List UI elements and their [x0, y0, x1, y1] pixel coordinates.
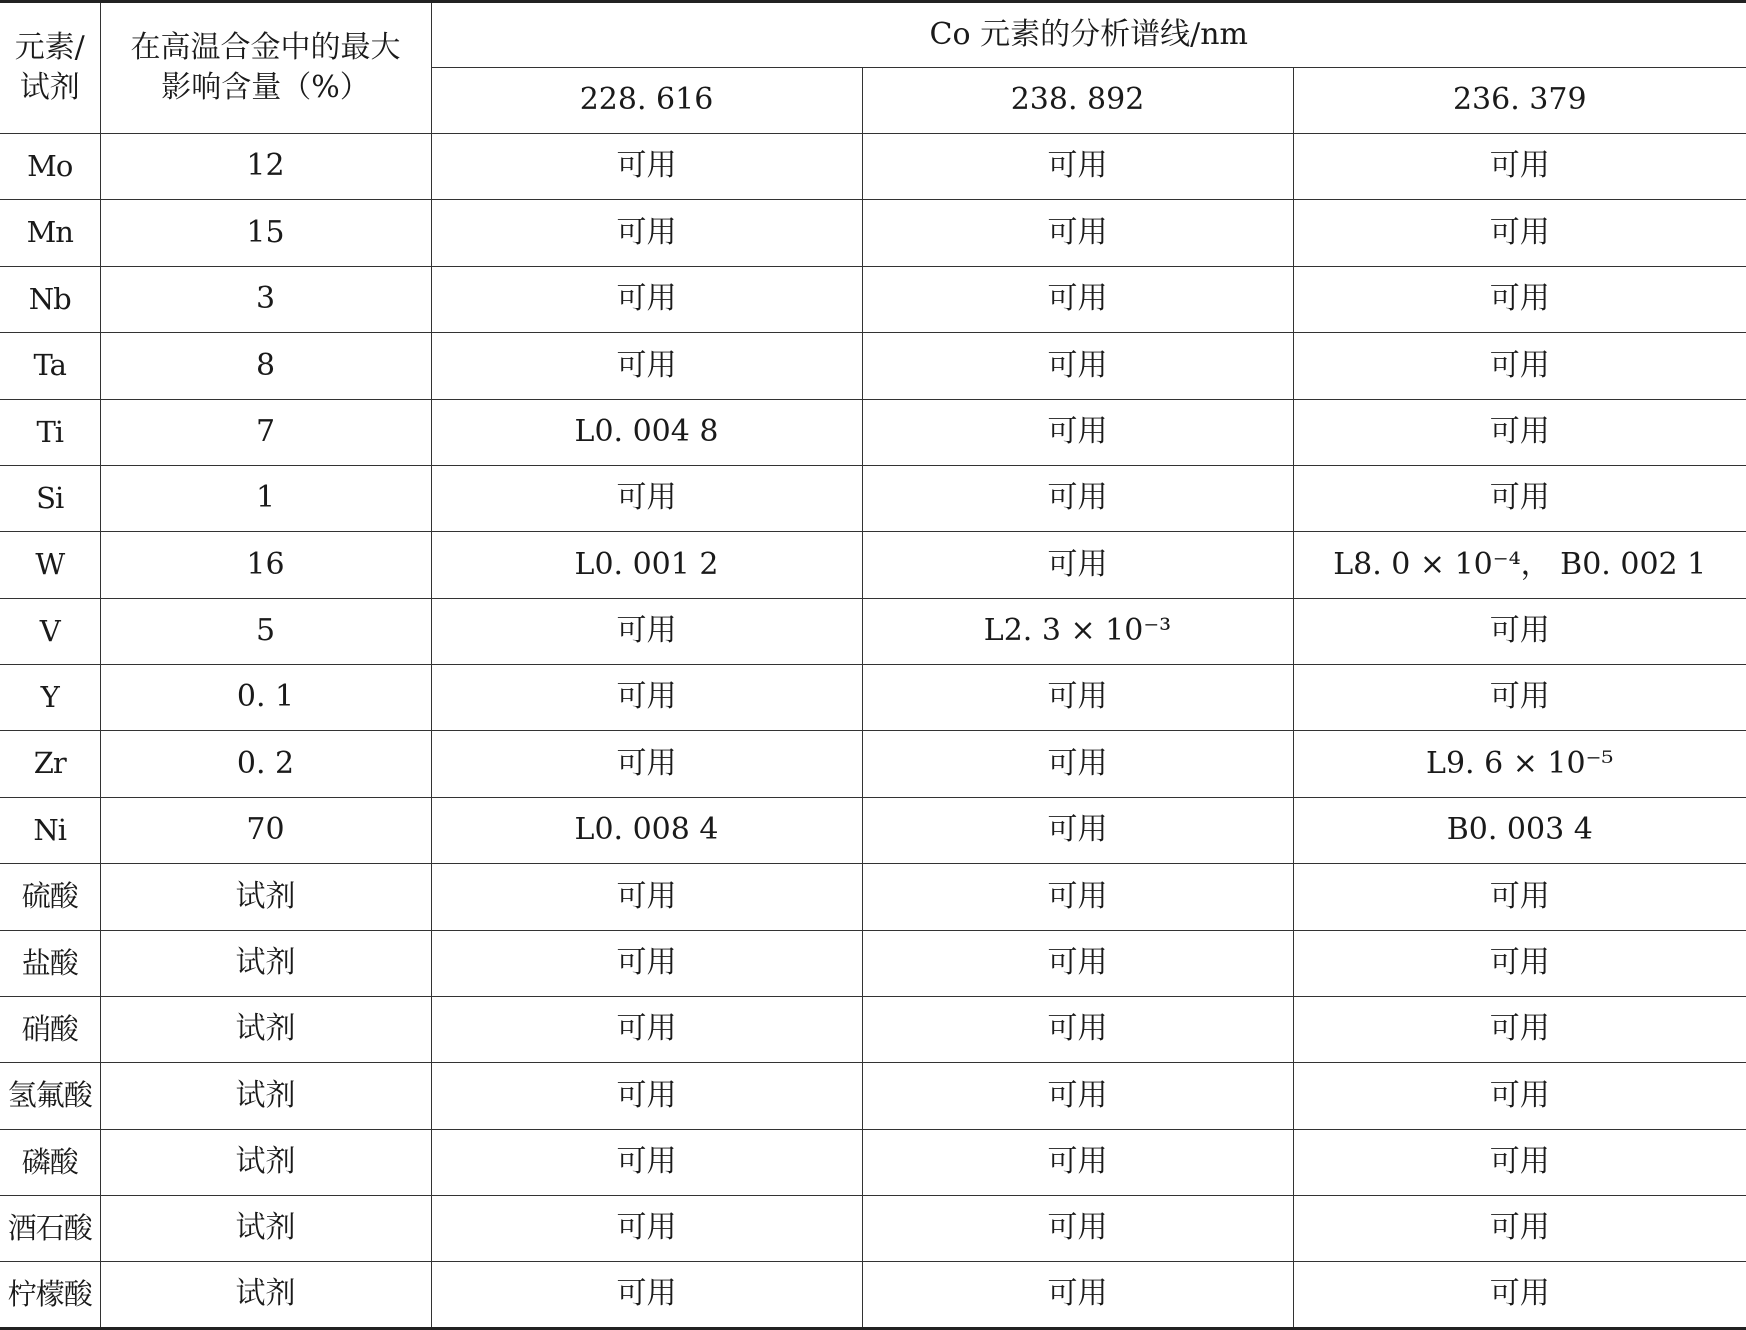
header-spectral-lines: Co 元素的分析谱线/nm: [431, 2, 1746, 68]
row-max-content: 5: [100, 598, 431, 664]
table-row: [0, 598, 1746, 664]
table-row: [0, 731, 1746, 797]
row-value-238: 可用: [862, 1063, 1293, 1129]
row-max-content: 15: [100, 200, 431, 266]
row-max-content: 试剂: [100, 996, 431, 1062]
table-row: [0, 266, 1746, 332]
row-value-236: B0. 003 4: [1293, 797, 1746, 863]
row-max-content: 3: [100, 266, 431, 332]
row-value-236: 可用: [1293, 1063, 1746, 1129]
table-row: [0, 797, 1746, 863]
table-row: [0, 930, 1746, 996]
row-value-236: 可用: [1293, 266, 1746, 332]
row-value-236: 可用: [1293, 399, 1746, 465]
table-row: [0, 134, 1746, 200]
row-value-236: 可用: [1293, 598, 1746, 664]
row-element-name: Y: [0, 665, 100, 731]
row-element-name: Ti: [0, 399, 100, 465]
table-row: [0, 1196, 1746, 1262]
row-value-228: L0. 004 8: [431, 399, 862, 465]
row-max-content: 1: [100, 465, 431, 531]
table-body: [0, 134, 1746, 1329]
row-max-content: 0. 1: [100, 665, 431, 731]
table-row: [0, 665, 1746, 731]
header-element-reagent: [0, 2, 100, 134]
table-header: [0, 2, 1746, 134]
row-value-228: 可用: [431, 665, 862, 731]
header-row-1: [0, 2, 1746, 68]
row-value-228: 可用: [431, 134, 862, 200]
row-value-228: L0. 008 4: [431, 797, 862, 863]
table-row: [0, 200, 1746, 266]
row-element-name: 酒石酸: [0, 1196, 100, 1262]
row-value-236: 可用: [1293, 200, 1746, 266]
row-element-name: 柠檬酸: [0, 1262, 100, 1329]
row-value-228: 可用: [431, 1196, 862, 1262]
row-max-content: 试剂: [100, 1196, 431, 1262]
table-row: [0, 399, 1746, 465]
row-max-content: 8: [100, 333, 431, 399]
row-element-name: Mo: [0, 134, 100, 200]
row-value-236: 可用: [1293, 1196, 1746, 1262]
row-value-228: 可用: [431, 1262, 862, 1329]
row-element-name: 磷酸: [0, 1129, 100, 1195]
row-value-238: 可用: [862, 200, 1293, 266]
row-element-name: 硝酸: [0, 996, 100, 1062]
table-row: [0, 864, 1746, 930]
table-row: [0, 465, 1746, 531]
row-element-name: 盐酸: [0, 930, 100, 996]
header-content-line-2: 影响含量（%）: [161, 70, 370, 105]
row-max-content: 试剂: [100, 930, 431, 996]
row-value-228: 可用: [431, 930, 862, 996]
table-row: [0, 1063, 1746, 1129]
row-value-236: 可用: [1293, 1129, 1746, 1195]
header-wavelength: 238. 892: [862, 68, 1293, 134]
row-value-238: 可用: [862, 797, 1293, 863]
row-max-content: 试剂: [100, 1262, 431, 1329]
row-value-236: 可用: [1293, 333, 1746, 399]
row-value-236: 可用: [1293, 665, 1746, 731]
table-row: [0, 996, 1746, 1062]
row-value-238: 可用: [862, 399, 1293, 465]
row-max-content: 7: [100, 399, 431, 465]
row-element-name: Zr: [0, 731, 100, 797]
header-element-line-1: 元素/: [14, 29, 85, 65]
row-value-236: 可用: [1293, 864, 1746, 930]
row-value-238: 可用: [862, 731, 1293, 797]
row-value-236: 可用: [1293, 930, 1746, 996]
row-value-236: 可用: [1293, 465, 1746, 531]
row-value-238: L2. 3 × 10⁻³: [862, 598, 1293, 664]
row-element-name: Ta: [0, 333, 100, 399]
table-row: [0, 333, 1746, 399]
row-value-238: 可用: [862, 665, 1293, 731]
row-value-238: 可用: [862, 1129, 1293, 1195]
row-value-236: L8. 0 × 10⁻⁴， B0. 002 1: [1293, 532, 1746, 598]
row-value-238: 可用: [862, 333, 1293, 399]
row-max-content: 12: [100, 134, 431, 200]
row-value-228: 可用: [431, 465, 862, 531]
header-content-line-1: 在高温合金中的最大: [130, 29, 401, 65]
row-value-238: 可用: [862, 864, 1293, 930]
row-value-228: 可用: [431, 996, 862, 1062]
row-element-name: Si: [0, 465, 100, 531]
table-row: [0, 532, 1746, 598]
row-value-238: 可用: [862, 465, 1293, 531]
row-value-236: 可用: [1293, 996, 1746, 1062]
table-row: [0, 1129, 1746, 1195]
row-value-236: 可用: [1293, 1262, 1746, 1329]
row-element-name: Ni: [0, 797, 100, 863]
row-value-236: L9. 6 × 10⁻⁵: [1293, 731, 1746, 797]
row-element-name: Nb: [0, 266, 100, 332]
row-value-238: 可用: [862, 1262, 1293, 1329]
table-row: [0, 1262, 1746, 1329]
row-max-content: 试剂: [100, 1129, 431, 1195]
row-value-228: 可用: [431, 731, 862, 797]
row-value-228: 可用: [431, 598, 862, 664]
row-value-238: 可用: [862, 134, 1293, 200]
row-element-name: 氢氟酸: [0, 1063, 100, 1129]
row-max-content: 试剂: [100, 864, 431, 930]
row-value-236: 可用: [1293, 134, 1746, 200]
row-value-228: 可用: [431, 266, 862, 332]
header-wavelength: 236. 379: [1293, 68, 1746, 134]
row-value-228: 可用: [431, 333, 862, 399]
row-max-content: 16: [100, 532, 431, 598]
row-element-name: 硫酸: [0, 864, 100, 930]
row-value-228: 可用: [431, 1129, 862, 1195]
row-value-228: L0. 001 2: [431, 532, 862, 598]
row-value-238: 可用: [862, 996, 1293, 1062]
row-element-name: V: [0, 598, 100, 664]
header-max-content: [100, 2, 431, 134]
row-element-name: Mn: [0, 200, 100, 266]
header-wavelength: 228. 616: [431, 68, 862, 134]
row-max-content: 70: [100, 797, 431, 863]
row-value-238: 可用: [862, 532, 1293, 598]
row-max-content: 试剂: [100, 1063, 431, 1129]
row-value-228: 可用: [431, 200, 862, 266]
row-value-238: 可用: [862, 266, 1293, 332]
row-max-content: 0. 2: [100, 731, 431, 797]
row-element-name: W: [0, 532, 100, 598]
row-value-228: 可用: [431, 1063, 862, 1129]
row-value-238: 可用: [862, 930, 1293, 996]
row-value-238: 可用: [862, 1196, 1293, 1262]
header-element-line-2: 试剂: [19, 70, 80, 105]
row-value-228: 可用: [431, 864, 862, 930]
